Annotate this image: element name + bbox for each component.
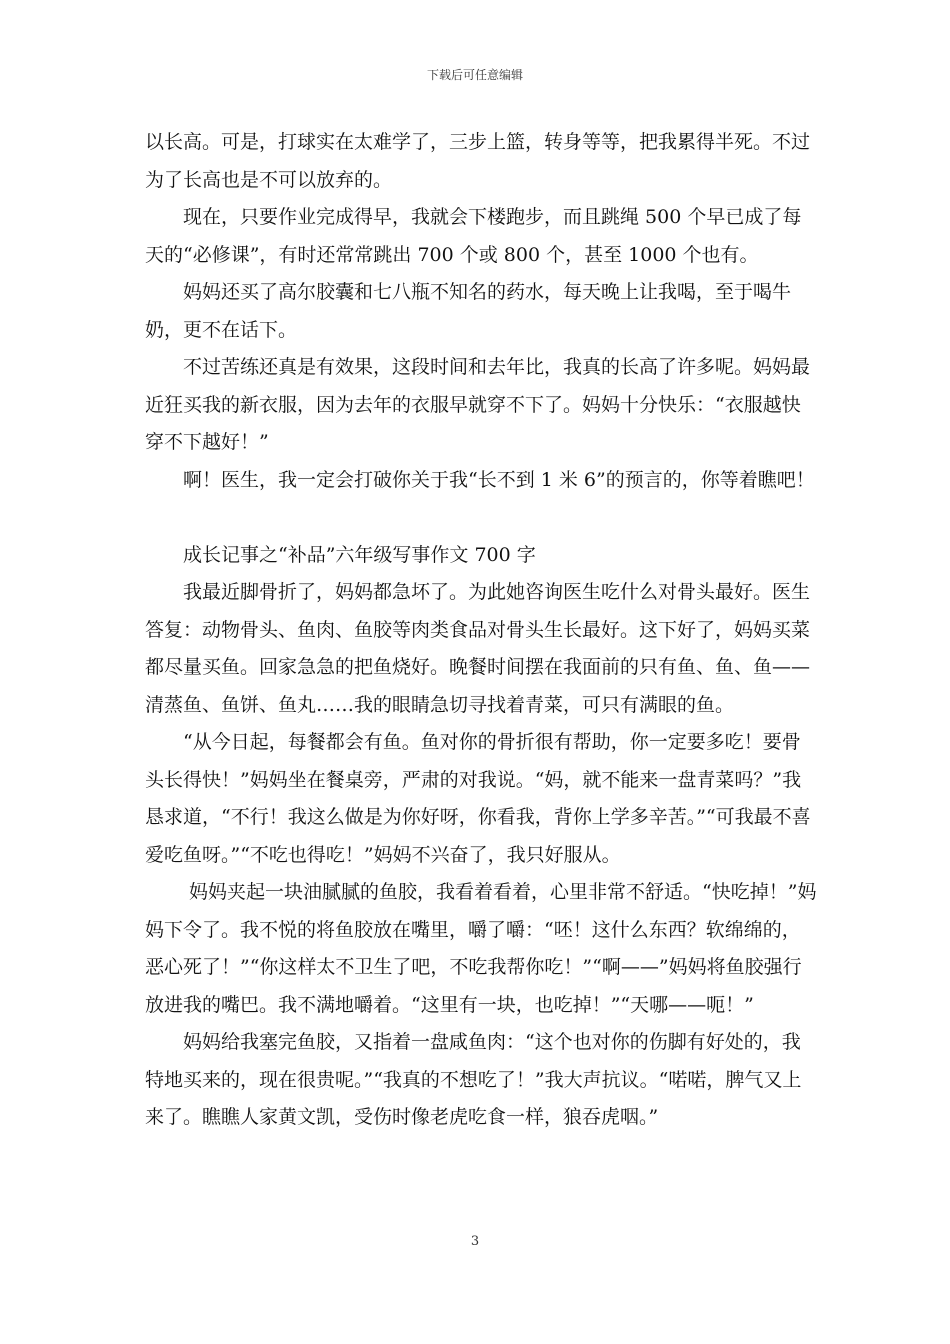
paragraph: 妈妈夹起一块油腻腻的鱼胶，我看着看着，心里非常不舒适。“快吃掉！”妈妈下令了。我不悦的将鱼胶放在嘴里，嚼了嚼：“呸！这什么东西？软绵绵的，恶心死了！”“你这样太不卫生了吧，不吃我帮你吃！”“啊——”妈妈将鱼胶强行放进我的嘴巴。我不满地嚼着。“这里有一块，也吃掉！”“天哪——呃！”: [145, 881, 817, 1016]
paragraph: “从今日起，每餐都会有鱼。鱼对你的骨折很有帮助，你一定要多吃！要骨头长得快！”妈妈坐在餐桌旁，严肃的对我说。“妈，就不能来一盘青菜吗？”我恳求道，“不行！我这么做是为你好呀，你看我，背你上学多辛苦。”“可我最不喜爱吃鱼呀。”“不吃也得吃！”妈妈不兴奋了，我只好服从。: [145, 731, 811, 866]
paragraph: 不过苦练还真是有效果，这段时间和去年比，我真的长高了许多呢。妈妈最近狂买我的新衣服，因为去年的衣服早就穿不下了。妈妈十分快乐：“衣服越快穿不下越好！”: [145, 356, 811, 453]
page-header: 下载后可任意编辑: [426, 68, 523, 82]
paragraph: 现在，只要作业完成得早，我就会下楼跑步，而且跳绳 500 个早已成了每天的“必修课”，有时还常常跳出 700 个或 800 个，甚至 1000 个也有。: [145, 206, 802, 266]
paragraph-spacer: [145, 499, 817, 537]
paragraph: 我最近脚骨折了，妈妈都急坏了。为此她咨询医生吃什么对骨头最好。医生答复：动物骨头、鱼肉、鱼胶等肉类食品对骨头生长最好。这下好了，妈妈买菜都尽量买鱼。回家急急的把鱼烧好。晚餐时间摆在我面前的只有鱼、鱼、鱼——清蒸鱼、鱼饼、鱼丸……我的眼睛急切寻找着青菜，可只有满眼的鱼。: [145, 581, 811, 716]
body-text: [145, 124, 817, 1137]
page-number: 3: [470, 1234, 480, 1249]
paragraph: 妈妈给我塞完鱼胶，又指着一盘咸鱼肉：“这个也对你的伤脚有好处的，我特地买来的，现在很贵呢。”“我真的不想吃了！”我大声抗议。“喏喏，脾气又上来了。瞧瞧人家黄文凯，受伤时像老虎吃食一样，狼吞虎咽。”: [145, 1031, 802, 1128]
paragraph: 以长高。可是，打球实在太难学了，三步上篮，转身等等，把我累得半死。不过为了长高也是不可以放弃的。: [145, 131, 811, 191]
paragraph: 啊！医生，我一定会打破你关于我“长不到 1 米 6”的预言的，你等着瞧吧！: [145, 468, 815, 491]
paragraph: 妈妈还买了高尔胶囊和七八瓶不知名的药水，每天晚上让我喝，至于喝牛奶，更不在话下。: [145, 281, 792, 341]
essay-title: 成长记事之“补品”六年级写事作文 700 字: [145, 543, 536, 566]
